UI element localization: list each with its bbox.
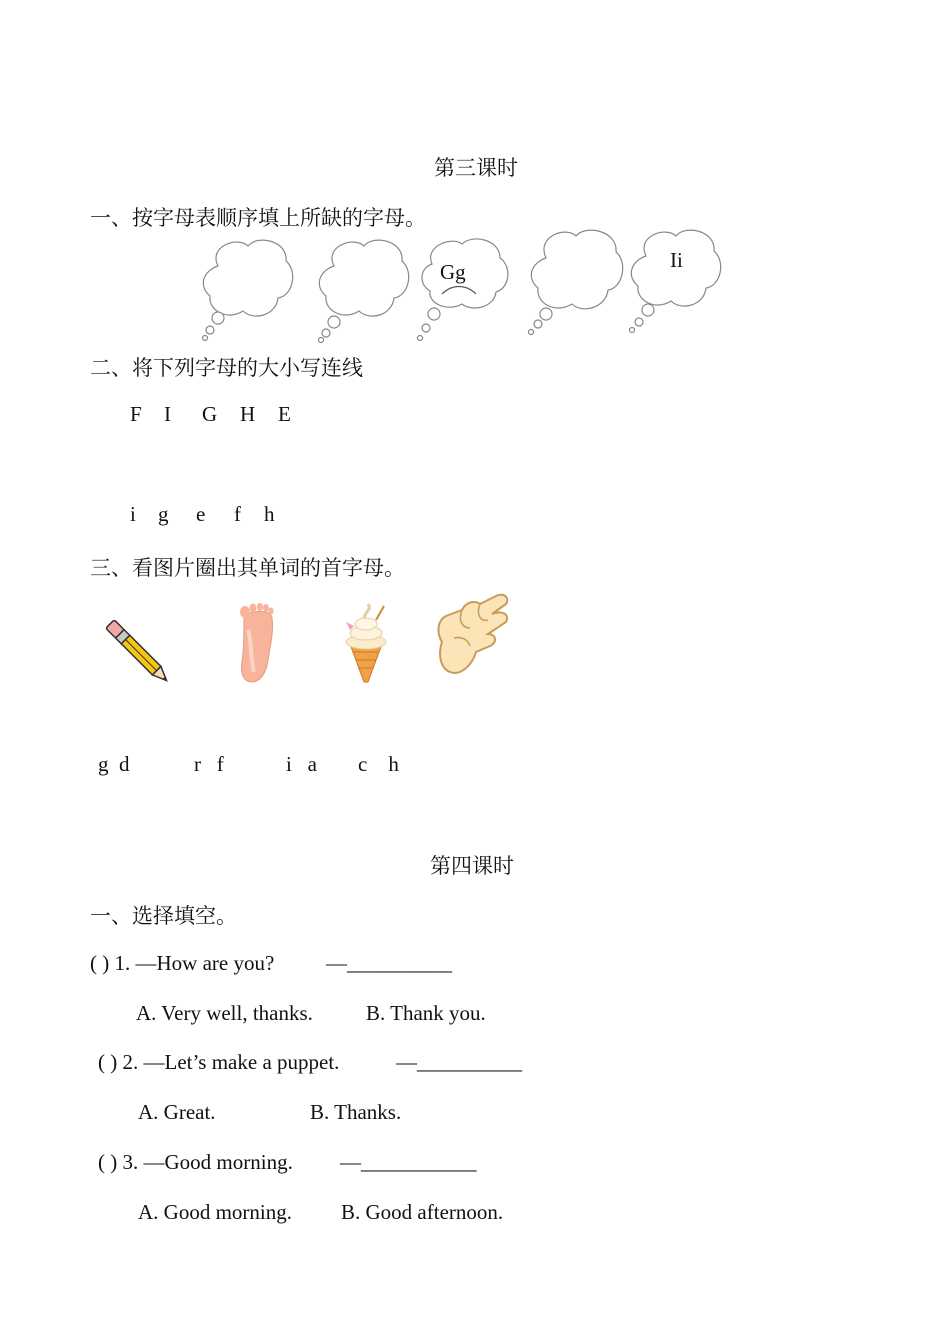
hand-icon xyxy=(432,592,514,680)
option-letter[interactable]: h xyxy=(388,752,399,776)
thought-bubble-4 xyxy=(524,226,629,336)
uppercase-letter: E xyxy=(278,402,291,426)
lowercase-letter: i xyxy=(130,502,136,526)
question-2 xyxy=(98,1050,339,1075)
lesson4-title: 第四课时 xyxy=(430,854,514,878)
answer-blank-2[interactable]: —__________ xyxy=(396,1050,522,1074)
uppercase-letter: I xyxy=(164,402,171,426)
q1-option-b[interactable]: B. Thank you. xyxy=(366,1001,486,1025)
lowercase-letter: f xyxy=(234,502,241,526)
uppercase-letter: F xyxy=(130,402,142,426)
lesson3-section1-heading: 一、按字母表顺序填上所缺的字母。 xyxy=(90,206,426,230)
thought-bubble-2 xyxy=(314,236,414,346)
question-1 xyxy=(90,951,274,976)
thought-bubble-1 xyxy=(198,236,298,346)
circle-options-4 xyxy=(358,752,399,777)
lesson3-section3-heading: 三、看图片圈出其单词的首字母。 xyxy=(90,556,405,580)
option-letter[interactable]: r xyxy=(194,752,201,776)
q2-option-a[interactable]: A. Great. xyxy=(138,1100,216,1124)
question-3 xyxy=(98,1150,293,1175)
lowercase-letter: h xyxy=(264,502,275,526)
circle-options-3 xyxy=(286,752,317,777)
uppercase-letter: G xyxy=(202,402,218,426)
option-letter[interactable]: a xyxy=(307,752,317,776)
thought-bubble-5 xyxy=(626,226,726,336)
circle-options-1 xyxy=(98,752,130,777)
option-letter[interactable]: c xyxy=(358,752,368,776)
question-prefix: ( ) 2. —Let’s make a puppet. xyxy=(98,1050,340,1074)
option-letter[interactable]: f xyxy=(216,752,224,776)
option-letter[interactable]: d xyxy=(119,752,130,776)
question-prefix: ( ) 1. —How are you? xyxy=(90,951,275,975)
uppercase-letters-row xyxy=(130,402,291,427)
option-letter[interactable]: g xyxy=(98,752,109,776)
question-prefix: ( ) 3. —Good morning. xyxy=(98,1150,293,1174)
circle-options-2 xyxy=(194,752,224,777)
q1-option-a[interactable]: A. Very well, thanks. xyxy=(136,1001,313,1025)
bubble-text-3: Gg xyxy=(440,260,466,284)
bubble-text-5: Ii xyxy=(670,248,683,272)
lesson3-title: 第三课时 xyxy=(434,156,518,180)
q3-option-a[interactable]: A. Good morning. xyxy=(138,1200,292,1224)
lowercase-letters-row xyxy=(130,502,275,527)
answer-blank-3[interactable]: —___________ xyxy=(340,1150,477,1174)
thought-bubble-3 xyxy=(414,236,514,346)
foot-icon xyxy=(234,602,280,684)
q2-option-b[interactable]: B. Thanks. xyxy=(310,1100,402,1124)
answer-blank-1[interactable]: —__________ xyxy=(326,951,452,975)
lesson4-section1-heading: 一、选择填空。 xyxy=(90,904,237,928)
lowercase-letter: e xyxy=(196,502,206,526)
option-letter[interactable]: i xyxy=(286,752,292,776)
lesson3-section2-heading: 二、将下列字母的大小写连线 xyxy=(90,356,363,380)
uppercase-letter: H xyxy=(240,402,256,426)
q3-option-b[interactable]: B. Good afternoon. xyxy=(341,1200,504,1224)
ice-cream-icon xyxy=(338,602,394,686)
pencil-icon xyxy=(104,618,166,686)
lowercase-letter: g xyxy=(158,502,169,526)
